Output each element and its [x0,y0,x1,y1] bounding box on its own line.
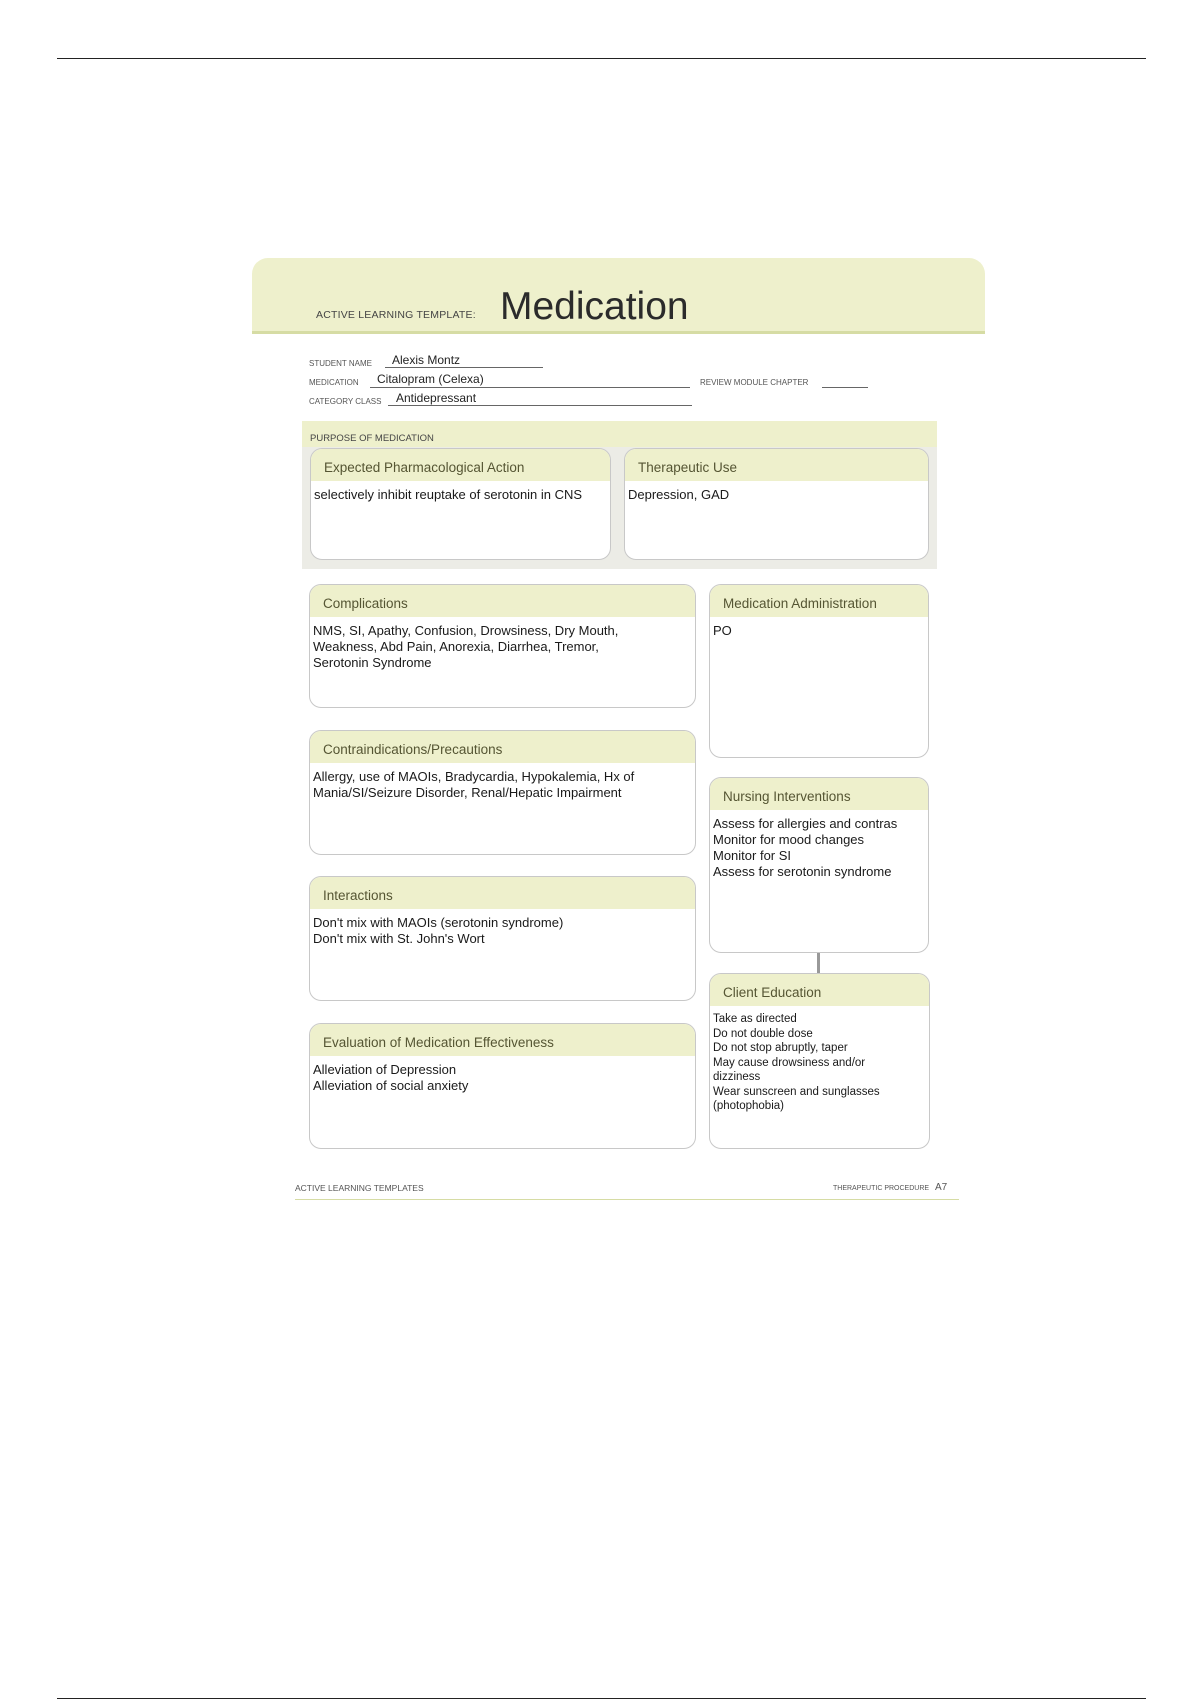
bottom-rule [57,1698,1146,1699]
category-value: Antidepressant [396,391,477,405]
box-title: Therapeutic Use [625,449,928,481]
box-title: Evaluation of Medication Effectiveness [310,1024,695,1056]
student-name-label: STUDENT NAME [309,359,372,368]
box-body: selectively inhibit reuptake of serotonin in CNS [314,487,583,502]
page-title: Medication [500,285,689,328]
box-body: Don't mix with MAOIs (serotonin syndrome) Don't mix with St. John's Wort [313,915,564,946]
box-title: Medication Administration [710,585,928,617]
box-body: NMS, SI, Apathy, Confusion, Drowsiness, Dry Mouth, Weakness, Abd Pain, Anorexia, Diarrhea, Tremor, Serotonin Syndrome [313,623,619,670]
template-label: ACTIVE LEARNING TEMPLATE: [316,309,476,321]
box-title: Client Education [710,974,929,1006]
box-body: Alleviation of Depression Alleviation of social anxiety [313,1062,469,1093]
underline [370,387,690,388]
category-label: CATEGORY CLASS [309,397,382,406]
box-title: Expected Pharmacological Action [311,449,610,481]
review-module-label: REVIEW MODULE CHAPTER [700,378,809,387]
box-title: Nursing Interventions [710,778,928,810]
box-therapeutic-use [624,448,929,560]
box-body: Allergy, use of MAOIs, Bradycardia, Hypokalemia, Hx of Mania/SI/Seizure Disorder, Renal/Hepatic Impairment [313,769,635,800]
box-nursing-interventions [709,777,929,953]
connector-line [817,953,820,973]
box-evaluation [309,1023,696,1149]
box-body: PO [713,623,732,638]
medication-value: Citalopram (Celexa) [377,372,484,386]
medication-label: MEDICATION [309,378,359,387]
box-medication-administration [709,584,929,758]
page-number: A7 [935,1182,948,1193]
box-contraindications [309,730,696,855]
box-interactions [309,876,696,1001]
box-title: Interactions [310,877,695,909]
underline [822,387,868,388]
footer-rule [295,1199,959,1200]
box-client-education [709,973,930,1149]
box-body: Take as directed Do not double dose Do not stop abruptly, taper May cause drowsiness and/or dizziness Wear sunscreen and sunglasses (photophobia) [713,1013,880,1112]
box-body: Depression, GAD [628,487,730,502]
box-title: Contraindications/Precautions [310,731,695,763]
student-name-value: Alexis Montz [392,353,461,367]
underline [385,367,543,368]
purpose-label: PURPOSE OF MEDICATION [310,433,434,444]
box-title: Complications [310,585,695,617]
box-complications [309,584,696,708]
footer-left: ACTIVE LEARNING TEMPLATES [295,1183,424,1193]
underline [388,405,692,406]
footer-right-label: THERAPEUTIC PROCEDURE [833,1185,930,1192]
box-expected-action [310,448,611,560]
box-body: Assess for allergies and contras Monitor for mood changes Monitor for SI Assess for serotonin syndrome [713,816,898,879]
top-rule [57,58,1146,59]
